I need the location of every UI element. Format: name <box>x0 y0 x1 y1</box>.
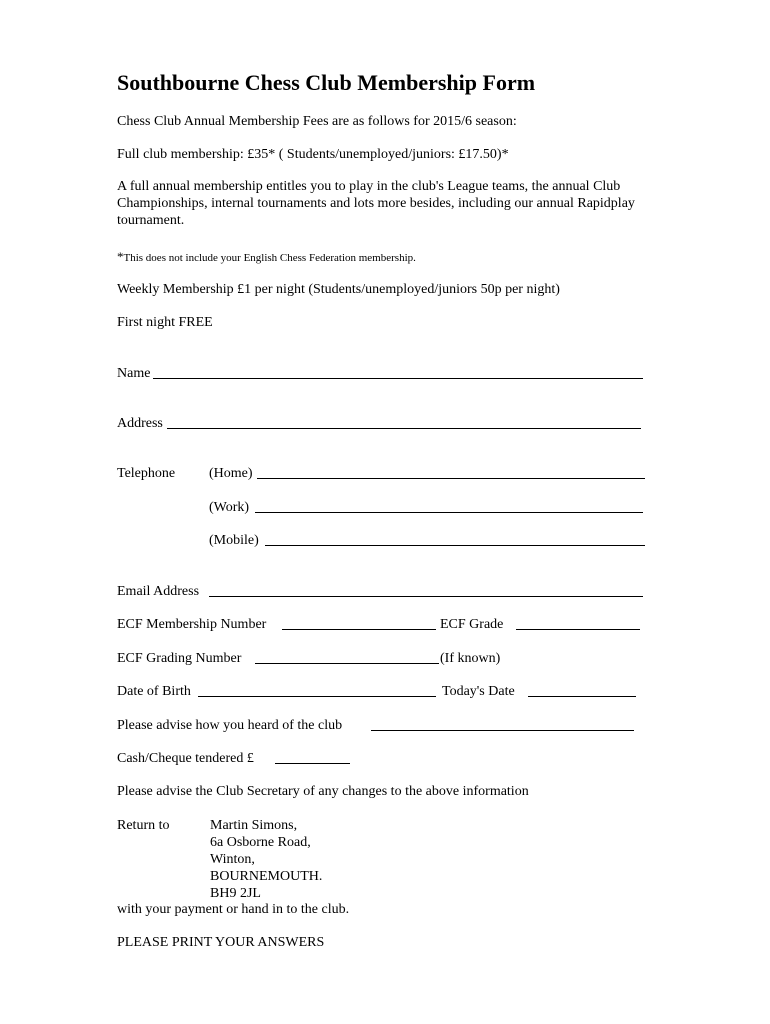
ecf-grade-label: ECF Grade <box>440 617 504 632</box>
email-field[interactable] <box>209 596 643 597</box>
full-membership-fee: Full club membership: £35* ( Students/unemployed/juniors: £17.50)* <box>117 147 509 162</box>
todays-date-label: Today's Date <box>442 684 515 699</box>
address-line: Winton, <box>210 852 255 867</box>
email-label: Email Address <box>117 584 200 599</box>
address-label: Address <box>117 416 163 431</box>
work-phone-label: (Work) <box>209 500 250 515</box>
cash-label: Cash/Cheque tendered £ <box>117 751 254 766</box>
footnote-text: This does not include your English Chess Federation membership. <box>123 252 416 264</box>
mobile-phone-field[interactable] <box>265 545 645 546</box>
mobile-phone-label: (Mobile) <box>209 533 259 548</box>
return-address <box>210 817 322 902</box>
dob-label: Date of Birth <box>117 684 191 699</box>
todays-date-field[interactable] <box>528 696 636 697</box>
address-line: 6a Osborne Road, <box>210 835 311 850</box>
dob-field[interactable] <box>198 696 436 697</box>
payment-note: with your payment or hand in to the club. <box>117 902 350 917</box>
ecf-grading-number-field[interactable] <box>255 663 439 664</box>
name-label: Name <box>117 366 151 381</box>
if-known-label: (If known) <box>440 651 501 666</box>
address-line: BOURNEMOUTH. <box>210 869 323 884</box>
cash-field[interactable] <box>275 763 350 764</box>
address-line: Martin Simons, <box>210 818 298 833</box>
footnote-mark: * <box>117 249 124 264</box>
address-line: BH9 2JL <box>210 886 261 901</box>
work-phone-field[interactable] <box>255 512 643 513</box>
fees-intro: Chess Club Annual Membership Fees are as follows for 2015/6 season: <box>117 114 517 129</box>
weekly-membership: Weekly Membership £1 per night (Students/unemployed/juniors 50p per night) <box>117 282 560 297</box>
name-field[interactable] <box>153 378 643 379</box>
footnote <box>117 248 416 267</box>
telephone-label: Telephone <box>117 466 176 481</box>
heard-field[interactable] <box>371 730 634 731</box>
print-note: PLEASE PRINT YOUR ANSWERS <box>117 935 325 950</box>
home-phone-label: (Home) <box>209 466 253 481</box>
heard-label: Please advise how you heard of the club <box>117 718 343 733</box>
ecf-membership-field[interactable] <box>282 629 436 630</box>
ecf-grade-field[interactable] <box>516 629 640 630</box>
return-to-label: Return to <box>117 818 170 833</box>
ecf-grading-number-label: ECF Grading Number <box>117 651 242 666</box>
address-field[interactable] <box>167 428 641 429</box>
form-title: Southbourne Chess Club Membership Form <box>117 70 536 95</box>
first-night-free: First night FREE <box>117 315 213 330</box>
advise-changes: Please advise the Club Secretary of any changes to the above information <box>117 784 529 799</box>
ecf-membership-label: ECF Membership Number <box>117 617 267 632</box>
home-phone-field[interactable] <box>257 478 645 479</box>
entitlement-paragraph: A full annual membership entitles you to play in the club's League teams, the annual Club Championships, internal tournaments and lots more besides, including our annual Rapidplay tournament. <box>117 179 635 228</box>
